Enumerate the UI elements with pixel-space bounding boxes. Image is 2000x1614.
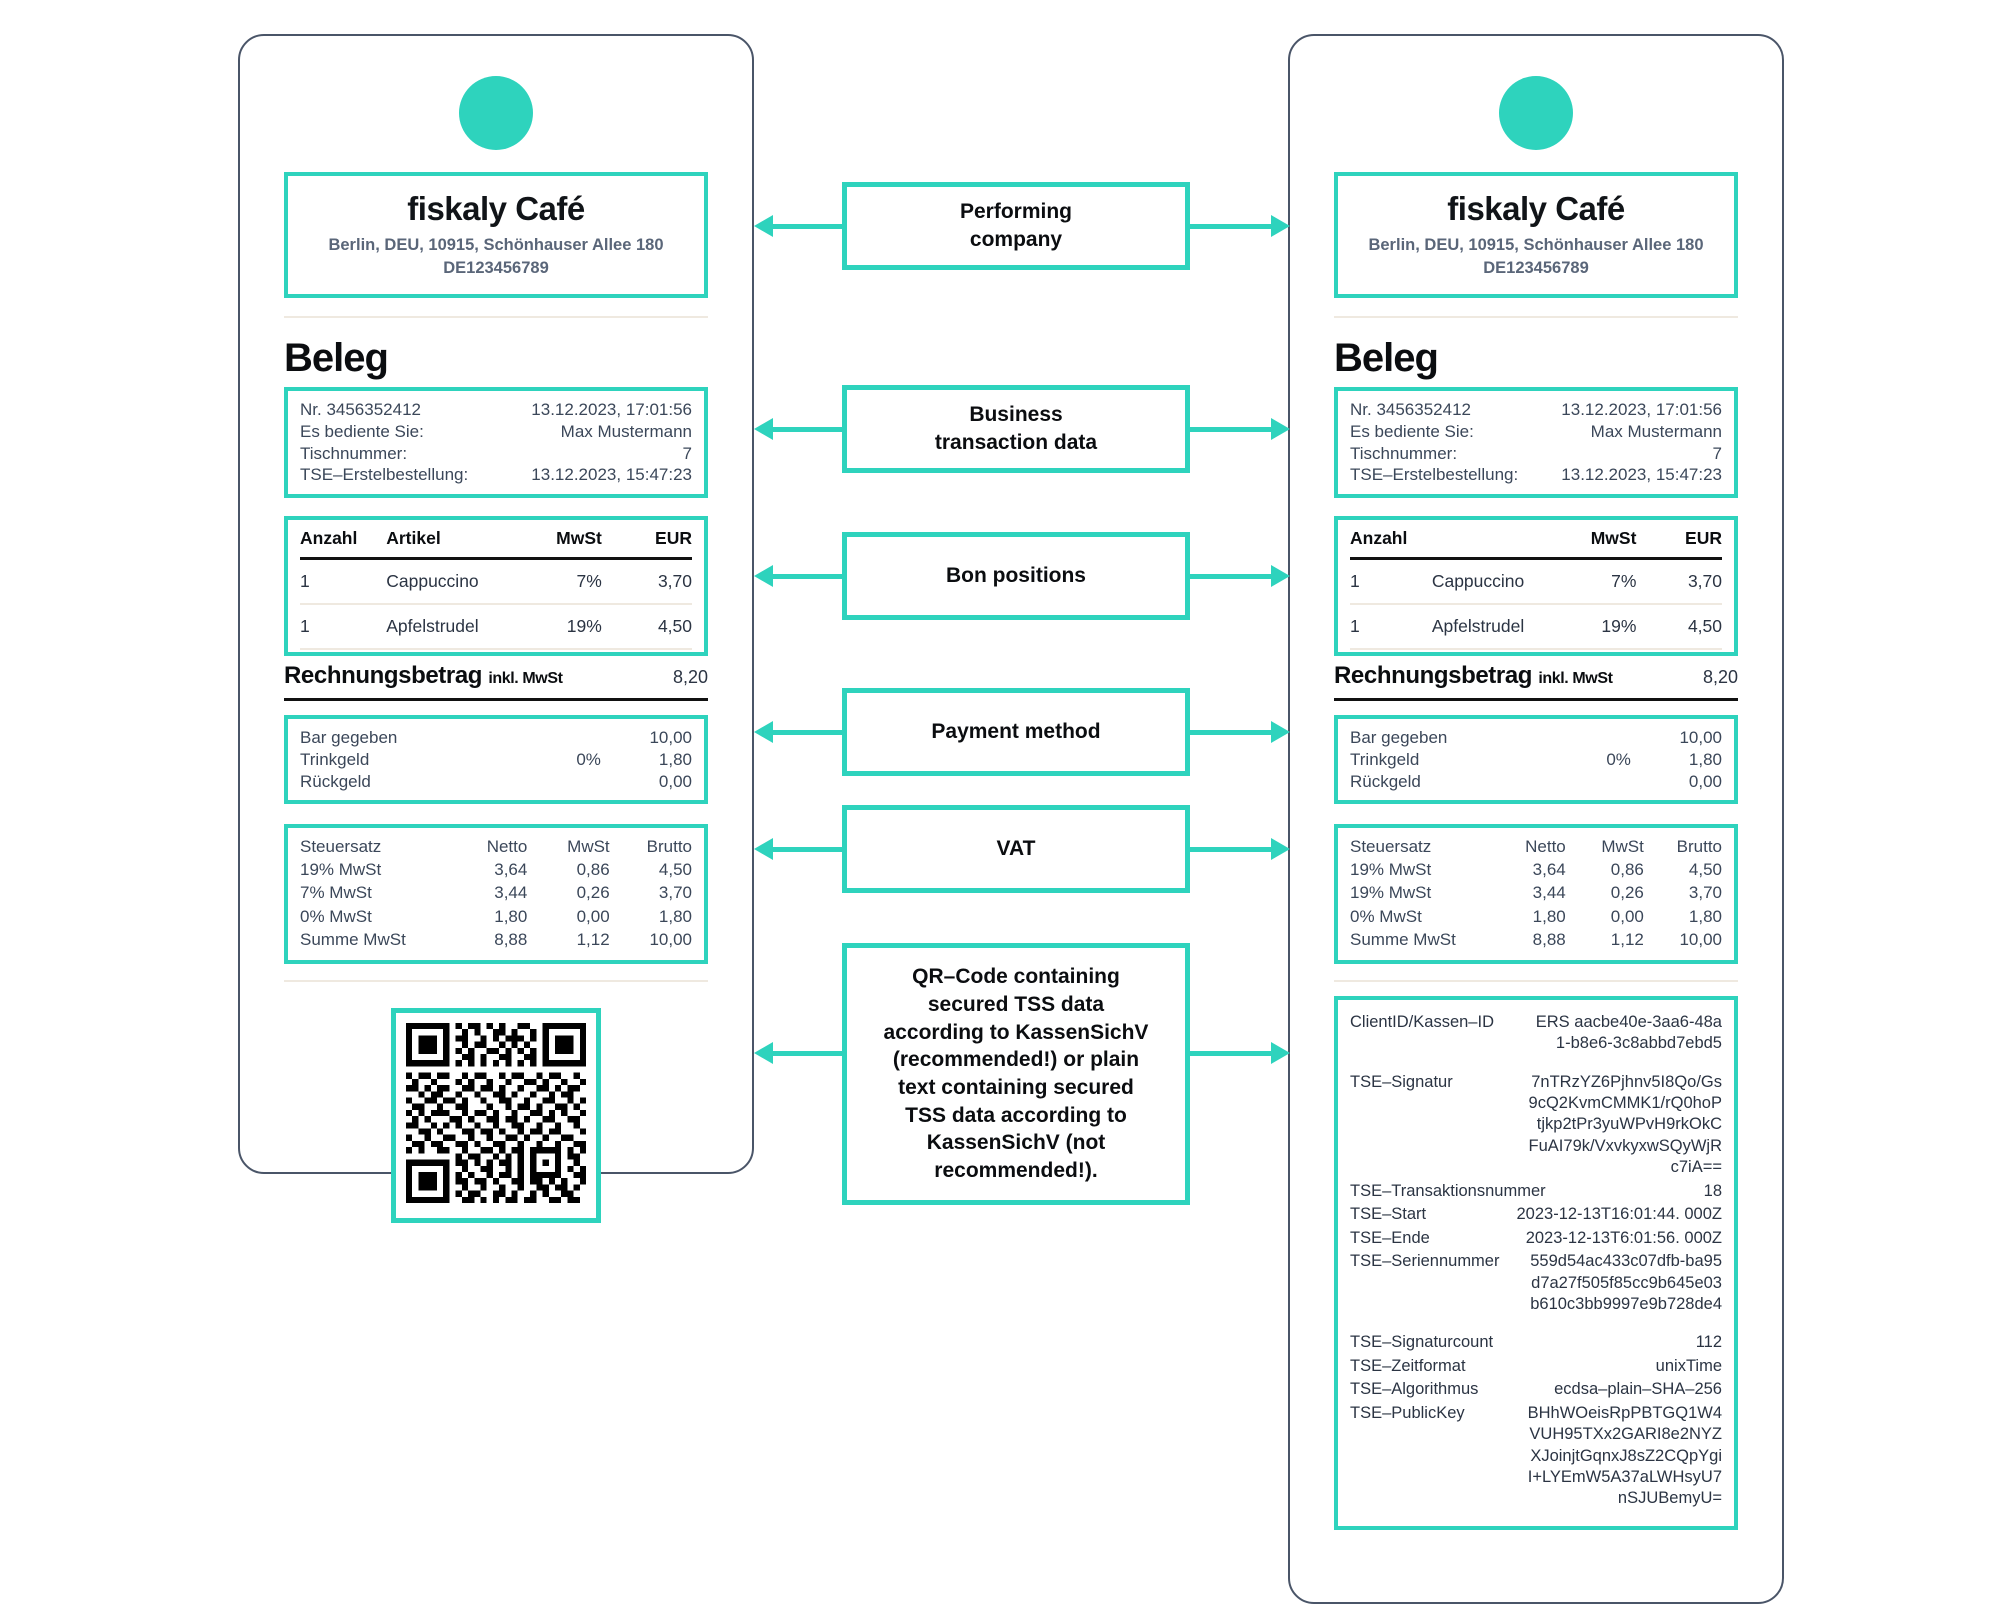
page-title: Beleg bbox=[1334, 336, 1438, 380]
annotation-qr-code-note: QR–Code containing secured TSS data according to KassenSichV (recommended!) or plain text containing secured TSS data according to KassenSichV (not recommended!). bbox=[842, 943, 1190, 1205]
arrow-to-right-receipt bbox=[1190, 574, 1272, 579]
receipt-card-left bbox=[238, 34, 754, 1174]
invoice-total-value: 8,20 bbox=[672, 667, 708, 687]
payment-value: 0,00 bbox=[658, 771, 692, 791]
invoice-total-label bbox=[284, 662, 563, 690]
divider bbox=[1334, 316, 1738, 318]
arrow-to-left-receipt bbox=[772, 574, 842, 579]
transaction-value: 13.12.2023, 17:01:56 bbox=[531, 400, 692, 419]
vat-row: 19% MwSt 3,64 0,86 4,50 bbox=[1350, 860, 1722, 880]
qr-code-area bbox=[284, 1008, 708, 1223]
col-eur: EUR bbox=[602, 526, 692, 559]
vat-table bbox=[300, 836, 692, 951]
arrow-to-left-receipt bbox=[772, 1051, 842, 1056]
transaction-row: Tischnummer: 7 bbox=[1350, 443, 1722, 463]
vat-row: 7% MwSt 3,44 0,26 3,70 bbox=[300, 883, 692, 903]
cell-qty: 1 bbox=[300, 559, 386, 605]
tse-row: TSE–PublicKey BHhWOeisRpPBTGQ1W4VUH95TXx2GARI8e2NYZXJoinjtGqnxJ8sZ2CQpYgiI+LYEmW5A37aLWHsyU7nSJUBemyU= bbox=[1350, 1403, 1722, 1508]
invoice-total-row bbox=[1334, 656, 1738, 701]
arrow-to-left-receipt bbox=[772, 847, 842, 852]
company-logo-icon bbox=[459, 76, 533, 150]
transaction-key: TSE–Erstelbestellung: bbox=[300, 465, 469, 485]
transaction-value: 13.12.2023, 15:47:23 bbox=[531, 465, 692, 485]
company-logo-icon bbox=[1499, 76, 1573, 150]
transaction-row bbox=[300, 421, 692, 443]
col-steuersatz: Steuersatz bbox=[300, 837, 382, 857]
vat-row: 0% MwSt 1,80 0,00 1,80 bbox=[300, 906, 692, 926]
table-row bbox=[300, 604, 692, 649]
payment-key: Trinkgeld bbox=[300, 749, 370, 769]
company-address: Berlin, DEU, 10915, Schönhauser Allee 180 bbox=[1368, 236, 1704, 254]
transaction-value: 7 bbox=[682, 443, 692, 463]
table-row: 1 Apfelstrudel 19% 4,50 bbox=[1350, 604, 1722, 649]
cell-vat: 7% bbox=[516, 559, 602, 605]
annotation-bon-positions: Bon positions bbox=[842, 532, 1190, 620]
vat-row: 19% MwSt 3,44 0,26 3,70 bbox=[1350, 883, 1722, 903]
vat-row: 0% MwSt 1,80 0,00 1,80 bbox=[1350, 906, 1722, 926]
page-title: Beleg bbox=[284, 336, 388, 380]
col-mwst: MwSt bbox=[516, 526, 602, 559]
tse-row: TSE–Transaktionsnummer 18 bbox=[1350, 1181, 1722, 1200]
qr-code bbox=[391, 1008, 601, 1223]
bon-positions-block-left bbox=[284, 516, 708, 656]
payment-key: Rückgeld bbox=[300, 771, 371, 791]
company-name: fiskaly Café bbox=[407, 190, 585, 227]
arrow-to-right-receipt bbox=[1190, 224, 1272, 229]
cell-eur: 3,70 bbox=[602, 559, 692, 605]
cell-article: Apfelstrudel bbox=[386, 604, 515, 649]
transaction-key: Es bediente Sie: bbox=[300, 421, 424, 441]
positions-table bbox=[1350, 526, 1722, 650]
business-transaction-block-right bbox=[1334, 387, 1738, 498]
annotation-payment-method: Payment method bbox=[842, 688, 1190, 776]
business-transaction-block-left bbox=[284, 387, 708, 498]
tse-row: TSE–Start 2023-12-13T16:01:44. 000Z bbox=[1350, 1205, 1722, 1224]
col-artikel: Artikel bbox=[386, 526, 515, 559]
table-header-row bbox=[300, 526, 692, 559]
col-eur: EUR bbox=[1636, 526, 1722, 559]
total-label-suffix: inkl. MwSt bbox=[488, 670, 563, 687]
payment-value: 1,80 bbox=[658, 749, 692, 769]
vat-block-left bbox=[284, 824, 708, 963]
arrow-to-right-receipt bbox=[1190, 847, 1272, 852]
payment-row: Trinkgeld 0% 1,80 bbox=[1350, 749, 1722, 769]
payment-row bbox=[300, 727, 692, 749]
tse-row: TSE–Zeitformat unixTime bbox=[1350, 1356, 1722, 1375]
tse-row: TSE–Algorithmus ecdsa–plain–SHA–256 bbox=[1350, 1380, 1722, 1399]
invoice-total-value: 8,20 bbox=[1702, 667, 1738, 687]
company-vat-id: DE123456789 bbox=[443, 259, 549, 277]
arrow-to-right-receipt bbox=[1190, 730, 1272, 735]
col-artikel bbox=[1432, 526, 1555, 559]
payment-method-block-left bbox=[284, 715, 708, 804]
payment-row bbox=[300, 771, 692, 793]
divider bbox=[284, 316, 708, 318]
vat-block-right bbox=[1334, 824, 1738, 963]
performing-company-block-left bbox=[284, 172, 708, 298]
qr-code-icon bbox=[406, 1023, 586, 1203]
arrow-to-left-receipt bbox=[772, 224, 842, 229]
tse-row: TSE–Seriennummer 559d54ac433c07dfb-ba95d7a27f505f85cc9b645e03b610c3bb9997e9b728de4 bbox=[1350, 1252, 1722, 1313]
tse-data-block bbox=[1334, 996, 1738, 1530]
vat-table bbox=[1350, 836, 1722, 951]
payment-key: Bar gegeben bbox=[300, 728, 398, 747]
annotation-performing-company: Performing company bbox=[842, 182, 1190, 270]
payment-mid: 0% bbox=[576, 749, 601, 769]
divider bbox=[1334, 980, 1738, 982]
arrow-to-left-receipt bbox=[772, 427, 842, 432]
tse-row: TSE–Signaturcount 112 bbox=[1350, 1333, 1722, 1352]
tse-row: TSE–Signatur 7nTRzYZ6Pjhnv5I8Qo/Gs9cQ2KvmCMMK1/rQ0hoPtjkp2tPr3yuWPvH9rkOkCFuAI79k/VxvkyxwSQyWjRc7iA== bbox=[1350, 1072, 1722, 1177]
payment-value: 10,00 bbox=[649, 728, 692, 747]
transaction-row bbox=[300, 443, 692, 465]
cell-qty: 1 bbox=[300, 604, 386, 649]
table-row bbox=[300, 559, 692, 605]
transaction-row bbox=[300, 399, 692, 421]
arrow-to-right-receipt bbox=[1190, 427, 1272, 432]
receipt-card-right bbox=[1288, 34, 1784, 1604]
transaction-row: Nr. 3456352412 13.12.2023, 17:01:56 bbox=[1350, 400, 1722, 419]
invoice-total-label: Rechnungsbetrag inkl. MwSt bbox=[1334, 662, 1613, 689]
vat-header-row bbox=[300, 836, 692, 859]
cell-article: Cappuccino bbox=[386, 559, 515, 605]
total-label-text: Rechnungsbetrag bbox=[284, 662, 483, 689]
table-header-row bbox=[1350, 526, 1722, 559]
company-name: fiskaly Café bbox=[1447, 190, 1625, 227]
transaction-value: Max Mustermann bbox=[560, 421, 692, 441]
col-mwst: MwSt bbox=[1555, 526, 1637, 559]
vat-row: 19% MwSt 3,64 0,86 4,50 bbox=[300, 860, 692, 880]
transaction-row: TSE–Erstelbestellung: 13.12.2023, 15:47:23 bbox=[1350, 465, 1722, 485]
cell-vat: 19% bbox=[516, 604, 602, 649]
transaction-row: Es bediente Sie: Max Mustermann bbox=[1350, 421, 1722, 441]
col-mwst: MwSt bbox=[567, 837, 610, 857]
transaction-key: Tischnummer: bbox=[300, 443, 408, 463]
tse-row: ClientID/Kassen–ID ERS aacbe40e-3aa6-48a1-b8e6-3c8abbd7ebd5 bbox=[1350, 1012, 1722, 1053]
annotation-vat: VAT bbox=[842, 805, 1190, 893]
col-anzahl: Anzahl bbox=[300, 526, 386, 559]
company-address: Berlin, DEU, 10915, Schönhauser Allee 180 bbox=[328, 236, 664, 254]
performing-company-block-right bbox=[1334, 172, 1738, 298]
arrow-to-left-receipt bbox=[772, 730, 842, 735]
payment-row: Bar gegeben 10,00 bbox=[1350, 728, 1722, 747]
tse-row: TSE–Ende 2023-12-13T6:01:56. 000Z bbox=[1350, 1228, 1722, 1247]
cell-eur: 4,50 bbox=[602, 604, 692, 649]
payment-row: Rückgeld 0,00 bbox=[1350, 771, 1722, 791]
col-brutto: Brutto bbox=[646, 837, 692, 857]
table-row: 1 Cappuccino 7% 3,70 bbox=[1350, 559, 1722, 605]
divider bbox=[284, 980, 708, 982]
vat-row: Summe MwSt 8,88 1,12 10,00 bbox=[1350, 929, 1722, 949]
transaction-row bbox=[300, 464, 692, 486]
col-netto: Netto bbox=[486, 837, 528, 857]
transaction-key: Nr. 3456352412 bbox=[300, 400, 421, 419]
positions-table bbox=[300, 526, 692, 650]
col-anzahl: Anzahl bbox=[1350, 526, 1432, 559]
payment-method-block-right bbox=[1334, 715, 1738, 804]
payment-row bbox=[300, 749, 692, 771]
invoice-total-row bbox=[284, 656, 708, 701]
annotation-business-transaction-data: Business transaction data bbox=[842, 385, 1190, 473]
arrow-to-right-receipt bbox=[1190, 1051, 1272, 1056]
vat-row: Summe MwSt 8,88 1,12 10,00 bbox=[300, 929, 692, 949]
bon-positions-block-right bbox=[1334, 516, 1738, 656]
company-vat-id: DE123456789 bbox=[1483, 259, 1589, 277]
vat-header-row: Steuersatz Netto MwSt Brutto bbox=[1350, 837, 1722, 857]
